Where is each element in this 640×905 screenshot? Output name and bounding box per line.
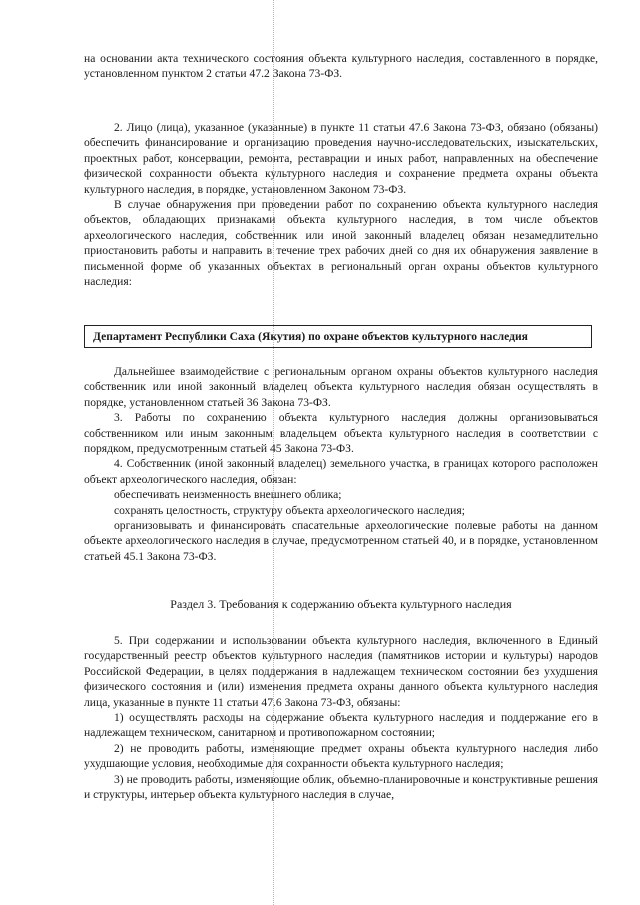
paragraph-discovery: В случае обнаружения при проведении работ по сохранению объекта культурного наследия объектов, обладающих признаками объекта культурного наследия, в том числе объектов археологического наследия, собственник или иной законный владелец обязан незамедлительно приостановить работы и направить в течение трех рабочих дней со дня их обнаружения заявление в письменной форме об указанных объектах в региональный орган охраны объектов культурного наследия:	[84, 198, 598, 289]
paragraph-item-2: 2. Лицо (лица), указанное (указанные) в пункте 11 статьи 47.6 Закона 73-ФЗ, обязано (обязаны) обеспечить финансирование и организацию проведения научно-исследовательских, изыскательских, проектных работ, консервации, ремонта, реставрации и иных работ, направленных на обеспечение физической сохранности объекта культурного наследия и сохранение предмета охраны объекта культурного наследия, в порядке, установленном Законом 73-ФЗ.	[84, 121, 598, 196]
paragraph-group-2	[84, 120, 598, 289]
paragraph-group-3	[84, 364, 598, 564]
paragraph-item-5: 5. При содержании и использовании объекта культурного наследия, включенного в Единый государственный реестр объектов культурного наследия (памятников истории и культуры) народов Российской Федерации, в целях поддержания в надлежащем техническом состоянии без ухудшения физического состояния и (или) изменения предмета охраны данного объекта культурного наследия лица, указанные в пункте 11 статьи 47.6 Закона 73-ФЗ, обязаны:	[84, 634, 598, 709]
authority-box: Департамент Республики Саха (Якутия) по охране объектов культурного наследия	[84, 325, 592, 348]
paragraph-item-4: 4. Собственник (иной законный владелец) земельного участка, в границах которого расположен объект археологического наследия, обязан:	[84, 457, 598, 486]
paragraph-subitem-1: 1) осуществлять расходы на содержание объекта культурного наследия и поддержание его в надлежащем техническом, санитарном и противопожарном состоянии;	[84, 711, 598, 740]
paragraph-item-3: 3. Работы по сохранению объекта культурного наследия должны организовываться собственником или иным законным владельцем объекта культурного наследия в соответствии с порядком, предусмотренным статьей 45 Закона 73-ФЗ.	[84, 411, 598, 456]
paragraph-text: на основании акта технического состояния объекта культурного наследия, составленного в порядке, установленном пунктом 2 статьи 47.2 Закона 73-ФЗ.	[84, 52, 598, 81]
paragraph-group-5	[84, 633, 598, 802]
paragraph-subitem-3: 3) не проводить работы, изменяющие облик, объемно-планировочные и конструктивные решения и структуры, интерьер объекта культурного наследия в случае,	[84, 772, 598, 802]
paragraph-obligation-2: сохранять целостность, структуру объекта археологического наследия;	[114, 503, 465, 517]
paragraph-interaction: Дальнейшее взаимодействие с региональным органом охраны объектов культурного наследия собственник или иной законный владелец объекта культурного наследия обязан осуществлять в порядке, установленном статьей 36 Закона 73-ФЗ.	[84, 365, 598, 409]
paragraph-obligation-3: организовывать и финансировать спасательные археологические полевые работы на данном объекте археологического наследия в случае, предусмотренном статьей 40, и в порядке, установленном статьей 45.1 Закона 73-ФЗ.	[84, 519, 598, 563]
paragraph-intro	[84, 51, 598, 82]
paragraph-obligation-1: обеспечивать неизменность внешнего облика;	[114, 488, 342, 502]
section-title: Раздел 3. Требования к содержанию объекта культурного наследия	[170, 597, 512, 611]
paragraph-subitem-2: 2) не проводить работы, изменяющие предмет охраны объекта культурного наследия либо ухудшающие условия, необходимые для сохранности объекта культурного наследия;	[84, 741, 598, 771]
